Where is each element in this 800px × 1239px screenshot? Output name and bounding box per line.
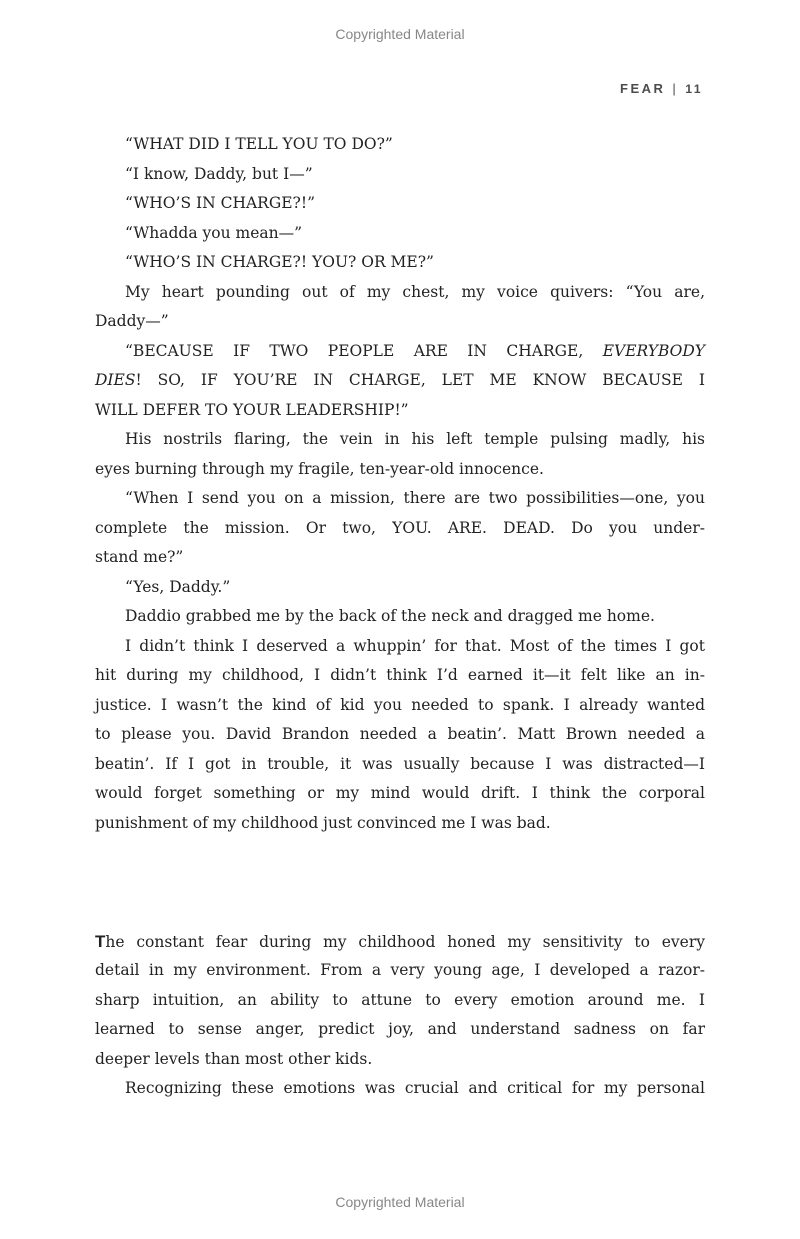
section-break xyxy=(95,838,705,927)
text-line xyxy=(95,219,705,249)
text-line xyxy=(95,425,705,455)
text-segment: would forget something or my mind would drift. I think the corporal xyxy=(95,784,705,802)
text-segment: My heart pounding out of my chest, my voice quivers: “You are, xyxy=(125,282,705,301)
text-line xyxy=(95,278,705,308)
text-segment: DIES xyxy=(95,371,136,389)
text-segment: His nostrils flaring, the vein in his left temple pulsing madly, his xyxy=(125,430,705,448)
text-line xyxy=(95,514,705,544)
text-segment: to please you. David Brandon needed a beatin’. Matt Brown needed a xyxy=(95,725,705,743)
text-segment: detail in my environment. From a very young age, I developed a razor- xyxy=(95,961,705,979)
text-line xyxy=(95,366,705,396)
text-line xyxy=(95,189,705,219)
text-line xyxy=(95,986,705,1016)
text-segment: deeper levels than most other kids. xyxy=(95,1049,373,1068)
text-line xyxy=(95,248,705,278)
text-segment: eyes burning through my fragile, ten-year-old innocence. xyxy=(95,459,544,478)
copyright-notice-bottom: Copyrighted Material xyxy=(335,1194,465,1210)
text-segment: “When I send you on a mission, there are two possibilities—one, you xyxy=(125,489,705,507)
text-line xyxy=(95,750,705,780)
text-line xyxy=(95,720,705,750)
text-line xyxy=(95,927,705,957)
text-segment: punishment of my childhood just convinced me I was bad. xyxy=(95,813,551,832)
text-line xyxy=(95,307,705,337)
text-segment: I didn’t think I deserved a whuppin’ for that. Most of the times I got xyxy=(125,636,705,655)
page-number: 11 xyxy=(685,82,703,96)
text-segment: sharp intuition, an ability to attune to every emotion around me. I xyxy=(95,990,705,1009)
text-segment: WILL DEFER TO YOUR LEADERSHIP!” xyxy=(95,400,409,419)
text-segment: “WHAT DID I TELL YOU TO DO?” xyxy=(125,135,393,153)
text-line xyxy=(95,337,705,367)
text-line xyxy=(95,809,705,839)
text-line xyxy=(95,1074,705,1104)
running-header-chapter: FEAR xyxy=(620,81,666,96)
text-segment: Daddio grabbed me by the back of the neck and dragged me home. xyxy=(125,607,655,625)
text-segment: hit during my childhood, I didn’t think I’d earned it—it felt like an in- xyxy=(95,666,705,684)
text-segment: “BECAUSE IF TWO PEOPLE ARE IN CHARGE, xyxy=(125,341,603,360)
text-line xyxy=(95,632,705,662)
text-segment: “WHO’S IN CHARGE?! YOU? OR ME?” xyxy=(125,253,434,271)
text-line xyxy=(95,1045,705,1075)
text-segment: “Yes, Daddy.” xyxy=(125,577,231,596)
text-line xyxy=(95,1015,705,1045)
running-header xyxy=(620,81,703,96)
text-segment: EVERYBODY xyxy=(602,341,705,360)
text-line xyxy=(95,602,705,632)
text-segment: “Whadda you mean—” xyxy=(125,223,303,242)
text-line xyxy=(95,484,705,514)
text-line xyxy=(95,160,705,190)
text-segment: justice. I wasn’t the kind of kid you needed to spank. I already wanted xyxy=(95,695,705,714)
text-block xyxy=(95,130,705,1104)
copyright-notice-top: Copyrighted Material xyxy=(335,26,465,42)
text-line xyxy=(95,691,705,721)
text-segment: beatin’. If I got in trouble, it was usually because I was distracted—I xyxy=(95,754,705,773)
text-segment: “WHO’S IN CHARGE?!” xyxy=(125,194,315,212)
text-segment: stand me?” xyxy=(95,548,184,566)
text-line xyxy=(95,396,705,426)
text-line xyxy=(95,956,705,986)
text-line xyxy=(95,661,705,691)
text-segment: ! SO, IF YOU’RE IN CHARGE, LET ME KNOW BECAUSE I xyxy=(135,371,705,389)
text-segment: learned to sense anger, predict joy, and understand sadness on far xyxy=(95,1020,705,1038)
text-line xyxy=(95,543,705,573)
text-line xyxy=(95,455,705,485)
text-segment: “I know, Daddy, but I—” xyxy=(125,164,313,183)
section-lead-cap: T xyxy=(95,931,106,951)
text-segment: Daddy—” xyxy=(95,312,169,330)
text-line xyxy=(95,573,705,603)
running-header-separator: | xyxy=(672,81,679,96)
text-line xyxy=(95,130,705,160)
text-segment: he constant fear during my childhood honed my sensitivity to every xyxy=(105,932,705,951)
text-segment: complete the mission. Or two, YOU. ARE. DEAD. Do you under- xyxy=(95,518,705,537)
text-segment: Recognizing these emotions was crucial and critical for my personal xyxy=(125,1079,705,1097)
text-line xyxy=(95,779,705,809)
